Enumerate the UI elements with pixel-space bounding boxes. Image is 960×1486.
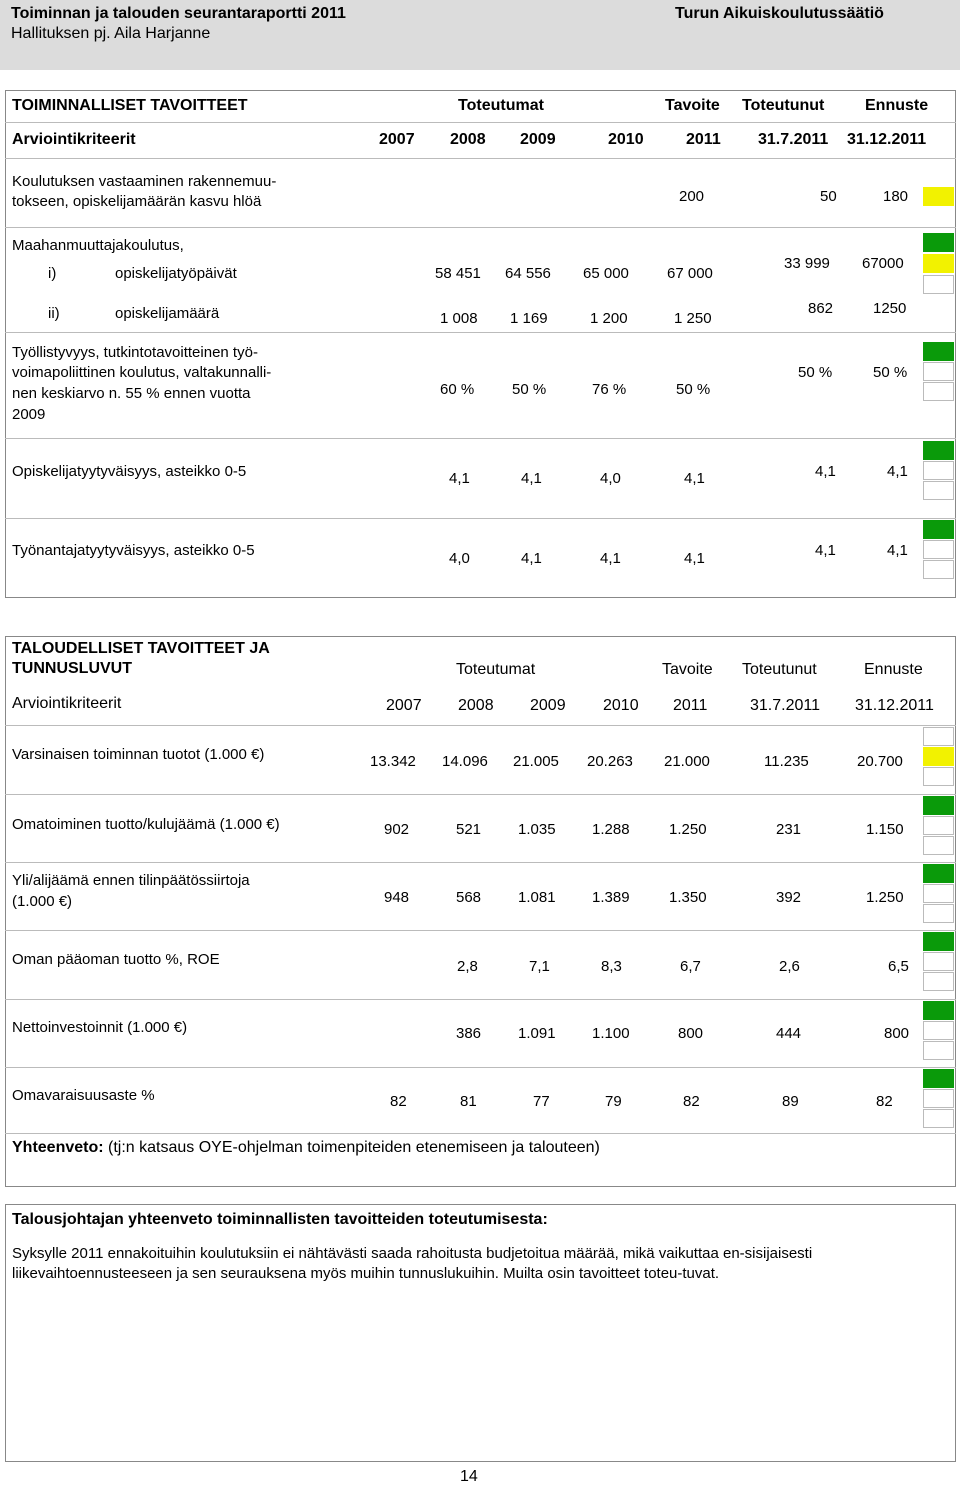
immigrant-sub1-2008: 64 556 bbox=[505, 265, 551, 282]
fin-cell: 902 bbox=[384, 821, 410, 838]
status-indicator-green bbox=[923, 932, 954, 951]
summary-bold: Yhteenveto: bbox=[12, 1139, 104, 1156]
fin-year-2011: 2011 bbox=[673, 697, 708, 714]
status-indicator-green bbox=[923, 796, 954, 815]
financial-goals-table bbox=[5, 636, 956, 1187]
student-satisfaction-2007: 4,1 bbox=[449, 470, 470, 487]
employer-satisfaction-2008: 4,1 bbox=[521, 550, 542, 567]
fin-cell: 231 bbox=[776, 821, 802, 838]
student-satisfaction-2010: 4,1 bbox=[684, 470, 705, 487]
fin-cell: 6,7 bbox=[680, 958, 701, 975]
immigrant-sub1-forecast: 67000 bbox=[862, 255, 904, 272]
fin-row-label: Varsinaisen toiminnan tuotot (1.000 €) bbox=[12, 746, 265, 763]
status-indicator-white bbox=[923, 481, 954, 500]
date-31-12-2011: 31.12.2011 bbox=[847, 131, 927, 148]
fin-year-2007: 2007 bbox=[386, 697, 422, 714]
fin-criteria-label: Arviointikriteerit bbox=[12, 695, 122, 712]
status-indicator-white bbox=[923, 816, 954, 835]
year-2010: 2010 bbox=[608, 131, 644, 148]
status-indicator-white bbox=[923, 275, 954, 294]
employer-satisfaction-forecast: 4,1 bbox=[887, 542, 908, 559]
status-indicator-white bbox=[923, 382, 954, 401]
status-indicator-white bbox=[923, 1041, 954, 1060]
fin-cell: 1.100 bbox=[592, 1025, 630, 1042]
cfo-summary-title: Talousjohtajan yhteenveto toiminnallisten tavoitteiden toteutumisesta: bbox=[12, 1211, 548, 1228]
report-subtitle: Hallituksen pj. Aila Harjanne bbox=[11, 25, 211, 42]
fin-cell: 568 bbox=[456, 889, 482, 906]
status-indicator-green bbox=[923, 342, 954, 361]
fin-row-label: Nettoinvestoinnit (1.000 €) bbox=[12, 1019, 188, 1036]
fin-col-forecast-header: Ennuste bbox=[864, 661, 923, 678]
report-title: Toiminnan ja talouden seurantaraportti 2011 bbox=[11, 5, 346, 22]
fin-row-label: Oman pääoman tuotto %, ROE bbox=[12, 951, 220, 968]
year-2008: 2008 bbox=[450, 131, 486, 148]
status-indicator-white bbox=[923, 540, 954, 559]
growth-actual: 50 bbox=[820, 188, 837, 205]
status-indicator-white bbox=[923, 1109, 954, 1128]
fin-cell: 800 bbox=[884, 1025, 910, 1042]
status-indicator-green bbox=[923, 864, 954, 883]
divider bbox=[5, 1067, 956, 1068]
employer-satisfaction-2010: 4,1 bbox=[684, 550, 705, 567]
fin-cell: 21.005 bbox=[513, 753, 559, 770]
date-31-7-2011: 31.7.2011 bbox=[758, 131, 829, 148]
fin-cell: 521 bbox=[456, 821, 482, 838]
status-indicator-white bbox=[923, 560, 954, 579]
status-indicator-green bbox=[923, 1069, 954, 1088]
fin-cell: 948 bbox=[384, 889, 410, 906]
cfo-summary-text: Syksylle 2011 ennakoituihin koulutuksiin ei nähtävästi saada rahoitusta budjetoitua määrää, mikä vaikuttaa en-sisijaisesti liikevaihtoennusteeseen ja sen seurauksena myös muihin tunnuslukuihin. Muilta osin tavoitteet toteu-tuvat. bbox=[12, 1245, 813, 1282]
immigrant-sub2-forecast: 1250 bbox=[873, 300, 907, 317]
growth-target: 200 bbox=[679, 188, 705, 205]
employment-label-line1: Työllistyvyys, tutkintotavoitteinen työ- bbox=[12, 344, 258, 361]
col-forecast-header: Ennuste bbox=[865, 97, 929, 114]
cfo-summary-box bbox=[5, 1204, 956, 1462]
operational-section-title: TOIMINNALLISET TAVOITTEET bbox=[12, 97, 248, 114]
fin-cell: 11.235 bbox=[764, 753, 809, 770]
status-indicator-white bbox=[923, 1021, 954, 1040]
fin-year-2010: 2010 bbox=[603, 697, 639, 714]
fin-cell: 1.350 bbox=[669, 889, 707, 906]
immigrant-sub2-num: ii) bbox=[48, 305, 60, 322]
fin-cell: 82 bbox=[390, 1093, 407, 1110]
year-2011: 2011 bbox=[686, 131, 721, 148]
fin-cell: 89 bbox=[782, 1093, 799, 1110]
fin-row-label-line2: (1.000 €) bbox=[12, 893, 73, 910]
divider bbox=[5, 1133, 956, 1134]
employment-label-line4: 2009 bbox=[12, 406, 46, 423]
fin-cell: 6,5 bbox=[888, 958, 909, 975]
growth-label-line2: tokseen, opiskelijamäärän kasvu hlöä bbox=[12, 193, 262, 210]
divider bbox=[5, 227, 956, 228]
employment-actual: 50 % bbox=[798, 364, 833, 381]
status-indicator-white bbox=[923, 461, 954, 480]
divider bbox=[5, 862, 956, 863]
fin-cell: 444 bbox=[776, 1025, 802, 1042]
growth-label-line1: Koulutuksen vastaaminen rakennemuu- bbox=[12, 173, 277, 190]
fin-cell: 386 bbox=[456, 1025, 482, 1042]
fin-cell: 81 bbox=[460, 1093, 477, 1110]
student-satisfaction-label: Opiskelijatyytyväisyys, asteikko 0-5 bbox=[12, 463, 247, 480]
fin-cell: 20.700 bbox=[857, 753, 903, 770]
fin-col-target-header: Tavoite bbox=[662, 661, 713, 678]
fin-date-31-7-2011: 31.7.2011 bbox=[750, 697, 820, 714]
divider bbox=[5, 438, 956, 439]
fin-year-2009: 2009 bbox=[530, 697, 566, 714]
immigrant-sub1-2007: 58 451 bbox=[435, 265, 481, 282]
fin-cell: 82 bbox=[683, 1093, 700, 1110]
immigrant-sub2-2009: 1 200 bbox=[590, 310, 628, 327]
fin-col-actual-header: Toteutunut bbox=[742, 661, 817, 678]
divider bbox=[5, 518, 956, 519]
immigrant-sub1-2010: 67 000 bbox=[667, 265, 713, 282]
immigrant-sub2-2010: 1 250 bbox=[674, 310, 712, 327]
fin-cell: 1.150 bbox=[866, 821, 904, 838]
student-satisfaction-2008: 4,1 bbox=[521, 470, 542, 487]
year-2009: 2009 bbox=[520, 131, 556, 148]
fin-row-label: Omatoiminen tuotto/kulujäämä (1.000 €) bbox=[12, 816, 280, 833]
fin-cell: 8,3 bbox=[601, 958, 622, 975]
summary-text: (tj:n katsaus OYE-ohjelman toimenpiteiden etenemiseen ja talouteen) bbox=[103, 1139, 600, 1156]
divider bbox=[5, 158, 956, 159]
col-realized-header: Toteutumat bbox=[458, 97, 544, 114]
status-indicator-green bbox=[923, 520, 954, 539]
fin-cell: 14.096 bbox=[442, 753, 488, 770]
fin-cell: 1.250 bbox=[669, 821, 707, 838]
immigrant-sub2-2007: 1 008 bbox=[440, 310, 478, 327]
fin-cell: 77 bbox=[533, 1093, 550, 1110]
immigrant-label: Maahanmuuttajakoulutus, bbox=[12, 237, 184, 254]
divider bbox=[5, 122, 956, 123]
status-indicator-white bbox=[923, 836, 954, 855]
status-indicator-white bbox=[923, 1089, 954, 1108]
status-indicator-white bbox=[923, 972, 954, 991]
fin-cell: 1.288 bbox=[592, 821, 630, 838]
fin-cell: 21.000 bbox=[664, 753, 710, 770]
divider bbox=[5, 930, 956, 931]
year-2007: 2007 bbox=[379, 131, 415, 148]
status-indicator-yellow bbox=[923, 254, 954, 273]
fin-cell: 79 bbox=[605, 1093, 622, 1110]
fin-cell: 2,6 bbox=[779, 958, 800, 975]
fin-cell: 1.250 bbox=[866, 889, 904, 906]
fin-col-realized-header: Toteutumat bbox=[456, 661, 536, 678]
fin-cell: 800 bbox=[678, 1025, 704, 1042]
criteria-label: Arviointikriteerit bbox=[12, 131, 136, 148]
financial-section-title-line1: TALOUDELLISET TAVOITTEET JA bbox=[12, 640, 270, 657]
growth-forecast: 180 bbox=[883, 188, 909, 205]
employment-forecast: 50 % bbox=[873, 364, 908, 381]
fin-row-label: Yli/alijäämä ennen tilinpäätössiirtoja bbox=[12, 872, 250, 889]
financial-section-title-line2: TUNNUSLUVUT bbox=[12, 660, 132, 677]
fin-cell: 13.342 bbox=[370, 753, 416, 770]
fin-cell: 1.091 bbox=[518, 1025, 556, 1042]
employer-satisfaction-actual: 4,1 bbox=[815, 542, 836, 559]
status-indicator-green bbox=[923, 1001, 954, 1020]
employment-label-line2: voimapoliittinen koulutus, valtakunnalli- bbox=[12, 364, 272, 381]
col-target-header: Tavoite bbox=[665, 97, 720, 114]
status-indicator-green bbox=[923, 441, 954, 460]
employment-2007: 60 % bbox=[440, 381, 475, 398]
immigrant-sub2-label: opiskelijamäärä bbox=[115, 305, 220, 322]
employer-satisfaction-2009: 4,1 bbox=[600, 550, 621, 567]
status-indicator-green bbox=[923, 233, 954, 252]
student-satisfaction-actual: 4,1 bbox=[815, 463, 836, 480]
student-satisfaction-forecast: 4,1 bbox=[887, 463, 908, 480]
divider bbox=[5, 332, 956, 333]
divider bbox=[5, 999, 956, 1000]
fin-cell: 7,1 bbox=[529, 958, 550, 975]
fin-cell: 392 bbox=[776, 889, 802, 906]
report-header bbox=[0, 0, 960, 70]
divider bbox=[5, 794, 956, 795]
status-indicator-white bbox=[923, 362, 954, 381]
immigrant-sub2-actual: 862 bbox=[808, 300, 834, 317]
fin-cell: 1.035 bbox=[518, 821, 556, 838]
immigrant-sub1-2009: 65 000 bbox=[583, 265, 629, 282]
immigrant-sub1-num: i) bbox=[48, 265, 57, 282]
fin-cell: 20.263 bbox=[587, 753, 633, 770]
employment-2010: 50 % bbox=[676, 381, 711, 398]
divider bbox=[5, 725, 956, 726]
status-indicator-white bbox=[923, 904, 954, 923]
employer-satisfaction-2007: 4,0 bbox=[449, 550, 470, 567]
fin-year-2008: 2008 bbox=[458, 697, 494, 714]
employment-label-line3: nen keskiarvo n. 55 % ennen vuotta bbox=[12, 385, 251, 402]
status-indicator-white bbox=[923, 884, 954, 903]
status-indicator-white bbox=[923, 952, 954, 971]
fin-row-label: Omavaraisuusaste % bbox=[12, 1087, 155, 1104]
fin-date-31-12-2011: 31.12.2011 bbox=[855, 697, 934, 714]
immigrant-sub1-actual: 33 999 bbox=[784, 255, 830, 272]
fin-cell: 1.389 bbox=[592, 889, 630, 906]
status-indicator-yellow bbox=[923, 187, 954, 206]
employment-2008: 50 % bbox=[512, 381, 547, 398]
fin-cell: 82 bbox=[876, 1093, 893, 1110]
employer-satisfaction-label: Työnantajatyytyväisyys, asteikko 0-5 bbox=[12, 542, 255, 559]
page-number: 14 bbox=[460, 1468, 478, 1485]
immigrant-sub1-label: opiskelijatyöpäivät bbox=[115, 265, 237, 282]
immigrant-sub2-2008: 1 169 bbox=[510, 310, 548, 327]
summary-line bbox=[12, 1139, 600, 1157]
employment-2009: 76 % bbox=[592, 381, 627, 398]
student-satisfaction-2009: 4,0 bbox=[600, 470, 621, 487]
status-indicator-white bbox=[923, 727, 954, 746]
col-actual-header: Toteutunut bbox=[742, 97, 825, 114]
organization-name: Turun Aikuiskoulutussäätiö bbox=[675, 5, 884, 22]
status-indicator-yellow bbox=[923, 747, 954, 766]
status-indicator-white bbox=[923, 767, 954, 786]
fin-cell: 1.081 bbox=[518, 889, 556, 906]
fin-cell: 2,8 bbox=[457, 958, 478, 975]
